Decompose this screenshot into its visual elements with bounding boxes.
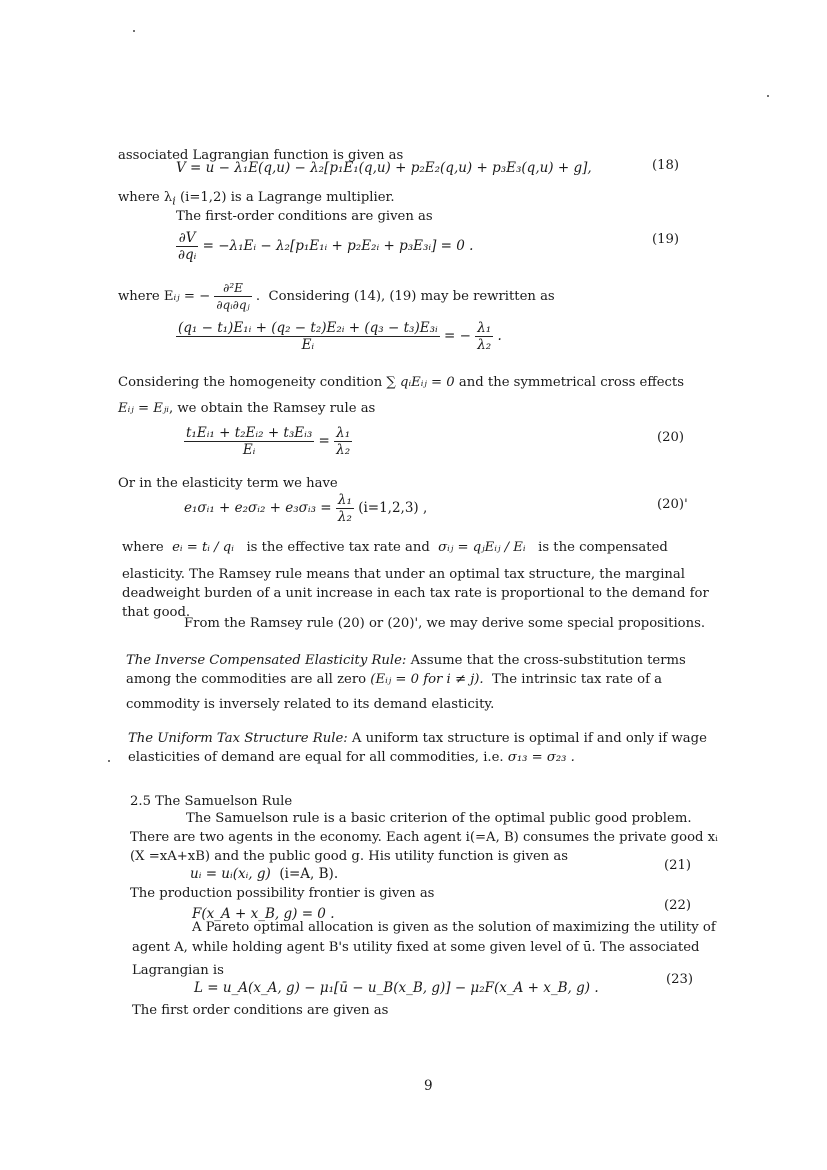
text-line: The Samuelson rule is a basic criterion of the optimal public good problem. [186,811,692,826]
equation-number: (21) [664,858,692,873]
equation-18: V = u − λ₁E(q,u) − λ₂[p₁E₁(q,u) + p₂E₂(q,u) + p₃E₃(q,u) + g], [176,160,592,176]
text-line: Considering the homogeneity condition ∑ qᵢEᵢⱼ = 0 and the symmetrical cross effects [118,375,684,390]
equation-number: (19) [652,232,680,247]
scan-speck [133,30,135,32]
equation-number: (20)' [657,497,688,512]
text-line: where Eᵢⱼ = − $\frac{\text{∂²E}}{\text{∂qᵢ∂qⱼ}}$ . Considering (14), (19) may be rewritten as [118,281,555,312]
text-line: elasticities of demand are equal for all commodities, i.e. σ₁₃ = σ₂₃ . [128,750,575,765]
text-line: agent A, while holding agent B's utility fixed at some given level of ū. The associated [132,940,700,955]
text-line: A Pareto optimal allocation is given as the solution of maximizing the utility of [192,920,716,935]
text-line: elasticity. The Ramsey rule means that under an optimal tax structure, the marginal [122,567,686,582]
text-line: There are two agents in the economy. Each agent i(=A, B) consumes the private good xᵢ [130,830,718,845]
text-line: among the commodities are all zero (Eᵢⱼ = 0 for i ≠ j). The intrinsic tax rate of a [126,672,663,687]
equation-number: (22) [664,898,692,913]
page-number: 9 [424,1078,433,1094]
text-line: From the Ramsey rule (20) or (20)', we may derive some special propositions. [184,616,706,631]
text-line: where eᵢ = tᵢ / qᵢ is the effective tax rate and σᵢⱼ = qⱼEᵢⱼ / Eᵢ is the compensated [122,540,668,555]
equation-number: (18) [652,158,680,173]
text-line: commodity is inversely related to its demand elasticity. [126,697,495,712]
equation-rewritten: $\frac{\text{(q₁ − t₁)E₁ᵢ + (q₂ − t₂)E₂ᵢ + (q₃ − t₃)E₃ᵢ}}{\text{Eᵢ}}$ = − $\frac{\text{λ₁}}{\text{λ₂}}$ . [178,320,502,353]
text-line: associated Lagrangian function is given as [118,148,404,163]
equation-20-prime: e₁σᵢ₁ + e₂σᵢ₂ + e₃σᵢ₃ = $\frac{\text{λ₁}}{\text{λ₂}}$ (i=1,2,3) , [184,492,428,525]
text-line: that good. [122,605,191,620]
equation-23: L = u_A(x_A, g) − μ₁[ū − u_B(x_B, g)] − μ₂F(x_A + x_B, g) . [194,980,599,996]
equation-number: (20) [657,430,685,445]
equation-19: $\frac{\partial V}{\text{∂qᵢ}}$ = −λ₁Eᵢ − λ₂[p₁E₁ᵢ + p₂E₂ᵢ + p₃E₃ᵢ] = 0 . [178,230,474,263]
text-line: The Uniform Tax Structure Rule: A uniform tax structure is optimal if and only if wage [128,731,707,746]
section-heading: 2.5 The Samuelson Rule [130,794,293,809]
text-line: The production possibility frontier is given as [130,886,435,901]
equation-20: $\frac{\text{t₁Eᵢ₁ + t₂Eᵢ₂ + t₃Eᵢ₃}}{\text{Eᵢ}}$ = $\frac{\text{λ₁}}{\text{λ₂}}$ [186,425,351,458]
text-line: deadweight burden of a unit increase in each tax rate is proportional to the demand for [122,586,709,601]
text-line: Lagrangian is [132,963,224,978]
text-line: Eᵢⱼ = Eⱼᵢ, we obtain the Ramsey rule as [118,401,376,416]
equation-number: (23) [666,972,694,987]
scan-speck [108,760,110,762]
text-line: The first order conditions are given as [132,1003,389,1018]
text-line: The first-order conditions are given as [176,209,433,224]
text-line: The Inverse Compensated Elasticity Rule: Assume that the cross-substitution terms [126,653,686,668]
equation-21: uᵢ = uᵢ(xᵢ, g) (i=A, B). [190,866,339,882]
equation-22: F(x_A + x_B, g) = 0 . [192,906,335,922]
text-line: Or in the elasticity term we have [118,476,338,491]
scan-speck [767,95,769,97]
text-line: where $\lambda_i$ (i=1,2) is a Lagrange multiplier. [118,190,395,208]
text-line: (X =xA+xB) and the public good g. His utility function is given as [130,849,569,864]
